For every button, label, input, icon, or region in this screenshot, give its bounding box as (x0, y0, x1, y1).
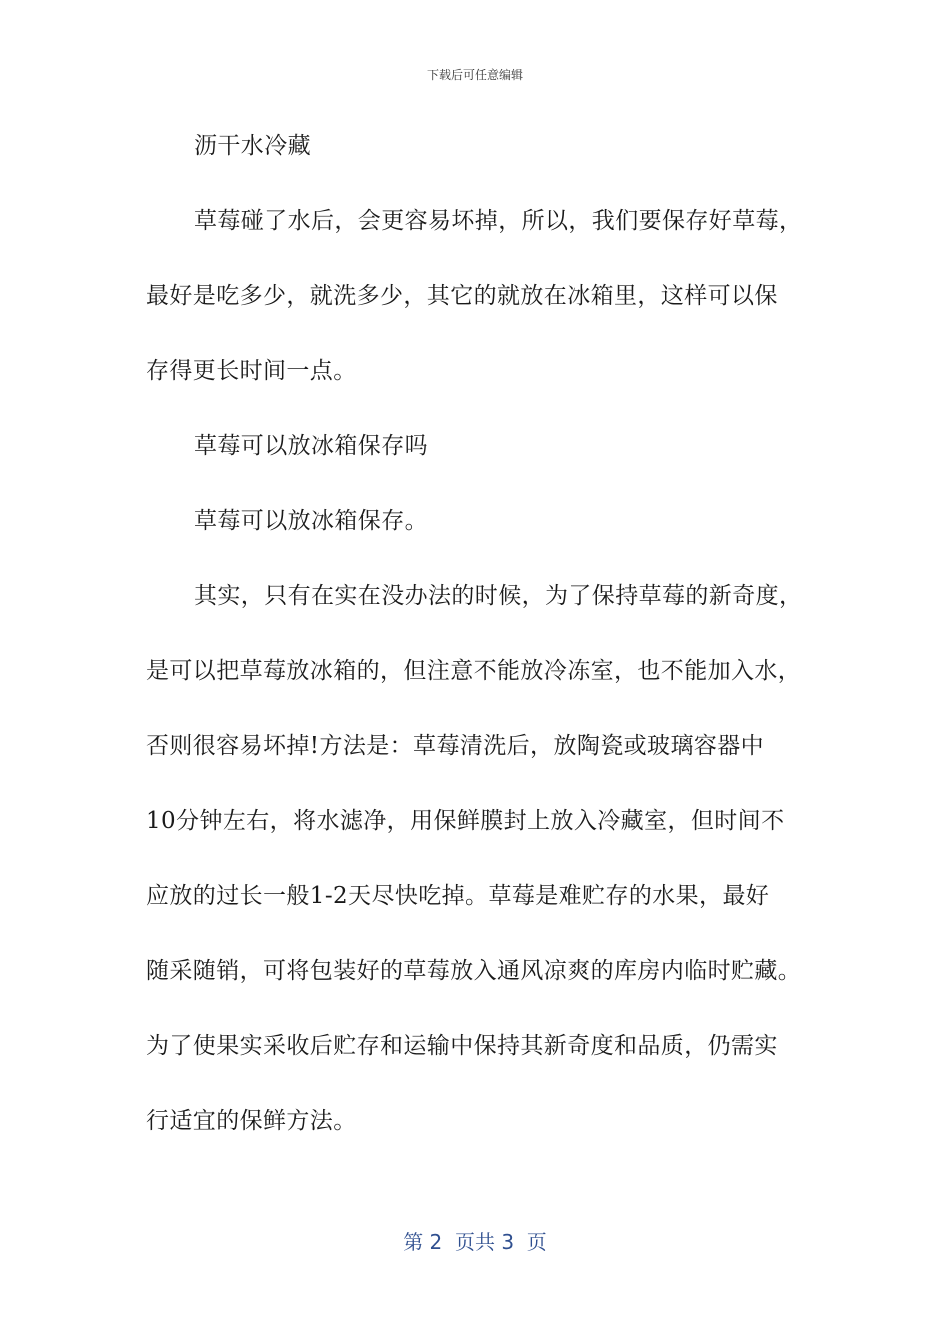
paragraph-line: 草莓可以放冰箱保存。 (194, 508, 428, 534)
paragraph-line: 随采随销，可将包装好的草莓放入通风凉爽的库房内临时贮藏。 (146, 958, 802, 984)
heading-line: 草莓可以放冰箱保存吗 (194, 433, 428, 459)
page-header: 下载后可任意编辑 (426, 68, 523, 82)
paragraph-line: 草莓碰了水后，会更容易坏掉，所以，我们要保存好草莓， (194, 208, 803, 234)
paragraph-line: 存得更长时间一点。 (146, 358, 357, 384)
heading-line: 沥干水冷藏 (194, 133, 311, 159)
paragraph-line: 10分钟左右，将水滤净，用保鲜膜封上放入冷藏室，但时间不 (146, 808, 785, 834)
paragraph-line: 行适宜的保鲜方法。 (146, 1108, 357, 1134)
paragraph-line: 是可以把草莓放冰箱的，但注意不能放冷冻室，也不能加入水， (146, 658, 802, 684)
paragraph-line: 否则很容易坏掉!方法是：草莓清洗后，放陶瓷或玻璃容器中 (146, 733, 765, 759)
paragraph-line: 最好是吃多少，就洗多少，其它的就放在冰箱里，这样可以保 (146, 283, 778, 309)
paragraph-line: 应放的过长一般1-2天尽快吃掉。草莓是难贮存的水果，最好 (146, 883, 770, 909)
paragraph-line: 为了使果实采收后贮存和运输中保持其新奇度和品质，仍需实 (146, 1033, 778, 1059)
paragraph-line: 其实，只有在实在没办法的时候，为了保持草莓的新奇度， (194, 583, 803, 609)
page-footer: 第 2 页共 3 页 (403, 1230, 547, 1254)
